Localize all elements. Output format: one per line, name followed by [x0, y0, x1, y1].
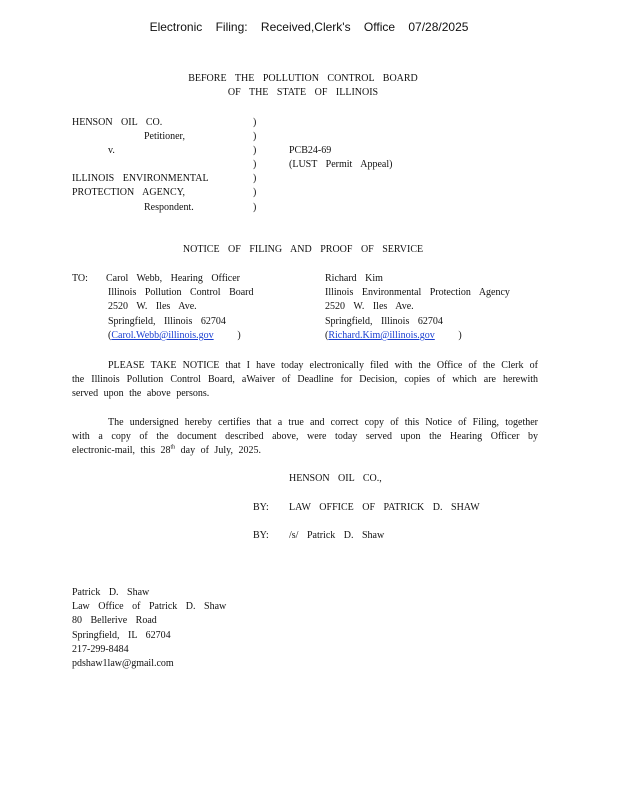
- email-link[interactable]: Carol.Webb@illinois.gov: [111, 330, 214, 341]
- recipient-org: Illinois Pollution Control Board: [108, 287, 254, 298]
- caption-paren: ): [253, 173, 257, 184]
- respondent-name-line1: ILLINOIS ENVIRONMENTAL: [72, 173, 209, 184]
- attorney-street: 80 Bellerive Road: [72, 615, 157, 626]
- signature-party: HENSON OIL CO.,: [289, 473, 382, 484]
- recipient-org: Illinois Environmental Protection Agency: [325, 287, 510, 298]
- signature-firm: LAW OFFICE OF PATRICK D. SHAW: [289, 502, 480, 513]
- recipient-name: Richard Kim: [325, 273, 383, 284]
- petitioner-role: Petitioner,: [144, 131, 185, 142]
- board-title-line1: BEFORE THE POLLUTION CONTROL BOARD: [188, 73, 418, 84]
- caption-paren: ): [253, 202, 257, 213]
- attorney-city: Springfield, IL 62704: [72, 630, 171, 641]
- case-type: (LUST Permit Appeal): [289, 159, 393, 170]
- certification-date: day of July, 2025.: [175, 445, 261, 457]
- close-paren: ): [237, 330, 241, 341]
- recipient-email-line: [108, 330, 241, 341]
- attorney-phone: 217-299-8484: [72, 644, 129, 655]
- case-number: PCB24-69: [289, 145, 332, 156]
- caption-paren: ): [253, 131, 257, 142]
- email-link[interactable]: Richard.Kim@illinois.gov: [328, 330, 435, 341]
- caption-paren: ): [253, 117, 257, 128]
- caption-paren: ): [253, 145, 257, 156]
- signature-by-label: BY:: [253, 530, 269, 541]
- day-ordinal: th: [170, 445, 176, 452]
- recipient-city: Springfield, Illinois 62704: [325, 316, 443, 327]
- recipient-email-line: [325, 330, 462, 341]
- certification-paragraph: [72, 416, 538, 459]
- signature-by-label: BY:: [253, 502, 269, 513]
- to-label: TO:: [72, 273, 88, 284]
- recipient-city: Springfield, Illinois 62704: [108, 316, 226, 327]
- recipient-street: 2520 W. Iles Ave.: [325, 301, 414, 312]
- filing-stamp: Electronic Filing: Received,Clerk's Office 07/28/2025: [149, 20, 469, 34]
- board-title-line2: OF THE STATE OF ILLINOIS: [227, 87, 379, 98]
- attorney-name: Patrick D. Shaw: [72, 587, 150, 598]
- recipient-street: 2520 W. Iles Ave.: [108, 301, 197, 312]
- close-paren: ): [458, 330, 462, 341]
- caption-paren: ): [253, 187, 257, 198]
- notice-title: NOTICE OF FILING AND PROOF OF SERVICE: [182, 244, 424, 255]
- recipient-name: Carol Webb, Hearing Officer: [106, 273, 241, 284]
- open-paren: (: [325, 330, 329, 341]
- open-paren: (: [108, 330, 112, 341]
- respondent-name-line2: PROTECTION AGENCY,: [72, 187, 186, 198]
- respondent-role: Respondent.: [144, 202, 194, 213]
- attorney-email: pdshaw1law@gmail.com: [72, 658, 174, 669]
- petitioner-name: HENSON OIL CO.: [72, 117, 163, 128]
- caption-paren: ): [253, 159, 257, 170]
- certification-text: The undersigned hereby certifies that a true and correct copy of this Notice of Filing, together with a copy of the document described above, were today served upon the Hearing Officer by electronic-mail, this 28: [72, 417, 538, 457]
- electronic-signature: /s/ Patrick D. Shaw: [289, 530, 385, 541]
- notice-paragraph: PLEASE TAKE NOTICE that I have today electronically filed with the Office of the Clerk of the Illinois Pollution Control Board, aWaiver of Deadline for Decision, copies of which are herewith served upon the above persons.: [72, 360, 538, 400]
- versus: v.: [108, 145, 115, 156]
- attorney-office: Law Office of Patrick D. Shaw: [72, 601, 227, 612]
